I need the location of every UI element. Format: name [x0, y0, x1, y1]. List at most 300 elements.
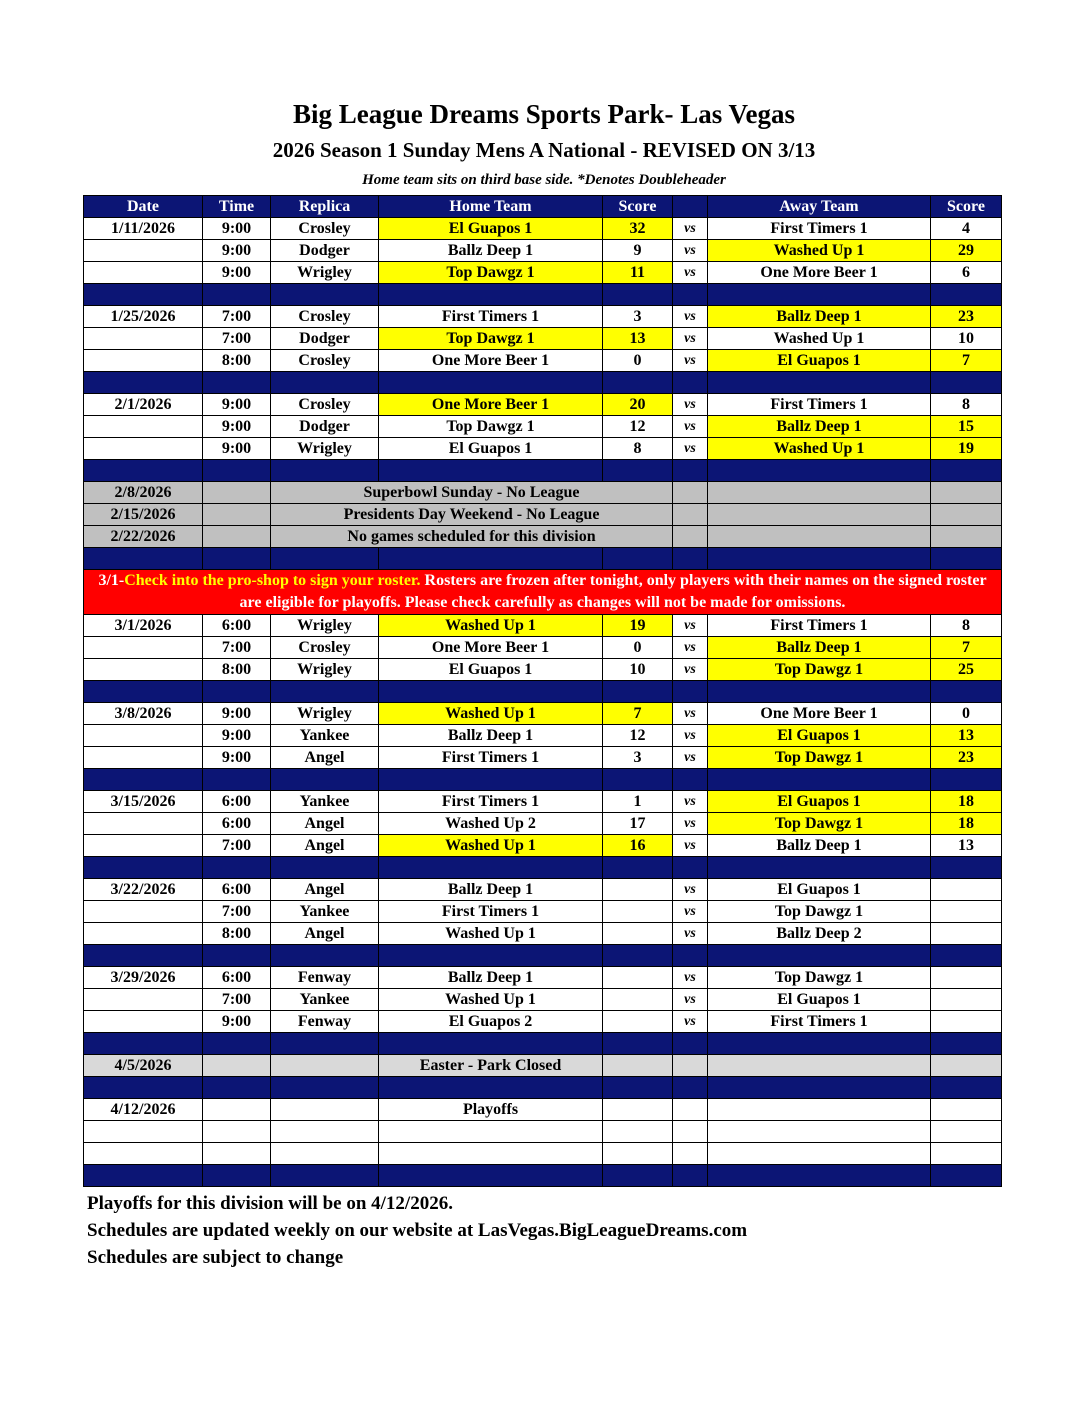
- no-league-text: No games scheduled for this division: [271, 526, 673, 548]
- game-field: Wrigley: [271, 659, 379, 681]
- divider-cell: [271, 1077, 379, 1099]
- off-date: 2/22/2026: [84, 526, 203, 548]
- game-row: [84, 923, 1002, 945]
- game-row: [84, 218, 1002, 240]
- vs-label: vs: [673, 747, 708, 769]
- empty-cell: [931, 526, 1002, 548]
- closed-text: Easter - Park Closed: [379, 1055, 603, 1077]
- empty-cell: [708, 482, 931, 504]
- no-league-text: Superbowl Sunday - No League: [271, 482, 673, 504]
- game-date: [84, 813, 203, 835]
- section-divider-row: [84, 681, 1002, 703]
- no-league-row: [84, 482, 1002, 504]
- game-date: [84, 725, 203, 747]
- empty-cell: [673, 1099, 708, 1121]
- divider-cell: [708, 372, 931, 394]
- divider-cell: [673, 372, 708, 394]
- divider-cell: [931, 460, 1002, 482]
- game-field: Wrigley: [271, 438, 379, 460]
- section-divider-row: [84, 857, 1002, 879]
- divider-cell: [931, 284, 1002, 306]
- away-team: Ballz Deep 1: [708, 306, 931, 328]
- home-team: First Timers 1: [379, 791, 603, 813]
- home-score: 32: [603, 218, 673, 240]
- col-header-time: Time: [203, 196, 271, 218]
- game-field: Crosley: [271, 350, 379, 372]
- vs-label: vs: [673, 615, 708, 637]
- empty-cell: [673, 504, 708, 526]
- away-score: 25: [931, 659, 1002, 681]
- home-team: Top Dawgz 1: [379, 328, 603, 350]
- divider-cell: [673, 460, 708, 482]
- vs-label: vs: [673, 879, 708, 901]
- divider-cell: [84, 372, 203, 394]
- game-row: [84, 791, 1002, 813]
- divider-cell: [603, 945, 673, 967]
- divider-cell: [603, 548, 673, 570]
- vs-label: vs: [673, 394, 708, 416]
- divider-cell: [708, 548, 931, 570]
- divider-cell: [379, 1165, 603, 1187]
- divider-cell: [379, 857, 603, 879]
- divider-cell: [203, 857, 271, 879]
- playoff-date: [84, 1143, 203, 1165]
- divider-cell: [271, 769, 379, 791]
- away-score: [931, 1011, 1002, 1033]
- divider-cell: [603, 1165, 673, 1187]
- empty-cell: [203, 1055, 271, 1077]
- away-team: First Timers 1: [708, 218, 931, 240]
- divider-cell: [603, 372, 673, 394]
- schedule-body: [84, 218, 1002, 1187]
- game-date: [84, 240, 203, 262]
- away-score: 13: [931, 835, 1002, 857]
- away-team: Top Dawgz 1: [708, 967, 931, 989]
- home-score: [603, 1011, 673, 1033]
- page-title: Big League Dreams Sports Park- Las Vegas: [292, 99, 796, 129]
- away-team: El Guapos 1: [708, 725, 931, 747]
- divider-cell: [84, 769, 203, 791]
- vs-label: vs: [673, 262, 708, 284]
- divider-cell: [271, 1165, 379, 1187]
- game-row: [84, 747, 1002, 769]
- divider-cell: [708, 1077, 931, 1099]
- home-score: 16: [603, 835, 673, 857]
- divider-cell: [603, 769, 673, 791]
- away-team: First Timers 1: [708, 1011, 931, 1033]
- divider-cell: [271, 945, 379, 967]
- vs-label: vs: [673, 416, 708, 438]
- playoff-row: [84, 1143, 1002, 1165]
- home-team: Ballz Deep 1: [379, 967, 603, 989]
- divider-cell: [203, 1165, 271, 1187]
- vs-label: vs: [673, 218, 708, 240]
- divider-cell: [84, 548, 203, 570]
- away-score: [931, 879, 1002, 901]
- no-league-row: [84, 526, 1002, 548]
- home-score: 0: [603, 350, 673, 372]
- game-field: Angel: [271, 813, 379, 835]
- no-league-text: Presidents Day Weekend - No League: [271, 504, 673, 526]
- divider-cell: [203, 769, 271, 791]
- empty-cell: [931, 1055, 1002, 1077]
- notice-highlight: Check into the pro-shop to sign your roster.: [124, 572, 421, 589]
- home-score: [603, 879, 673, 901]
- divider-cell: [271, 284, 379, 306]
- divider-cell: [708, 1165, 931, 1187]
- vs-label: vs: [673, 306, 708, 328]
- home-team: El Guapos 2: [379, 1011, 603, 1033]
- empty-cell: [271, 1099, 379, 1121]
- divider-cell: [708, 857, 931, 879]
- game-row: [84, 703, 1002, 725]
- divider-cell: [271, 1033, 379, 1055]
- vs-label: vs: [673, 791, 708, 813]
- home-score: 12: [603, 416, 673, 438]
- away-team: Ballz Deep 2: [708, 923, 931, 945]
- game-date: [84, 262, 203, 284]
- home-team: El Guapos 1: [379, 218, 603, 240]
- away-team: First Timers 1: [708, 394, 931, 416]
- game-date: 1/25/2026: [84, 306, 203, 328]
- divider-cell: [931, 945, 1002, 967]
- divider-cell: [708, 769, 931, 791]
- away-score: 18: [931, 813, 1002, 835]
- roster-notice-row: [84, 570, 1002, 615]
- home-score: [603, 989, 673, 1011]
- game-row: [84, 725, 1002, 747]
- game-time: 8:00: [203, 923, 271, 945]
- page-note: Home team sits on third base side. *Denotes Doubleheader: [362, 172, 726, 188]
- home-score: [603, 901, 673, 923]
- game-field: Wrigley: [271, 703, 379, 725]
- divider-cell: [673, 681, 708, 703]
- divider-cell: [379, 769, 603, 791]
- away-team: One More Beer 1: [708, 703, 931, 725]
- game-row: [84, 989, 1002, 1011]
- divider-cell: [379, 1077, 603, 1099]
- divider-cell: [271, 857, 379, 879]
- game-time: 6:00: [203, 791, 271, 813]
- away-score: 7: [931, 637, 1002, 659]
- col-header-home-team: Home Team: [379, 196, 603, 218]
- empty-cell: [203, 482, 271, 504]
- game-field: Yankee: [271, 901, 379, 923]
- game-row: [84, 306, 1002, 328]
- home-team: First Timers 1: [379, 747, 603, 769]
- divider-cell: [84, 284, 203, 306]
- away-score: 23: [931, 747, 1002, 769]
- empty-cell: [931, 482, 1002, 504]
- playoff-label: Playoffs: [379, 1099, 603, 1121]
- home-team: Washed Up 2: [379, 813, 603, 835]
- game-time: 9:00: [203, 703, 271, 725]
- home-team: El Guapos 1: [379, 659, 603, 681]
- away-score: 8: [931, 394, 1002, 416]
- empty-cell: [931, 1099, 1002, 1121]
- home-team: El Guapos 1: [379, 438, 603, 460]
- vs-label: vs: [673, 637, 708, 659]
- divider-cell: [931, 548, 1002, 570]
- home-team: Ballz Deep 1: [379, 240, 603, 262]
- divider-cell: [271, 460, 379, 482]
- playoff-date: 4/12/2026: [84, 1099, 203, 1121]
- empty-cell: [603, 1055, 673, 1077]
- empty-cell: [271, 1055, 379, 1077]
- away-team: Top Dawgz 1: [708, 659, 931, 681]
- away-team: Washed Up 1: [708, 240, 931, 262]
- home-team: Top Dawgz 1: [379, 262, 603, 284]
- home-team: First Timers 1: [379, 306, 603, 328]
- divider-cell: [673, 1033, 708, 1055]
- game-date: [84, 637, 203, 659]
- divider-cell: [931, 1165, 1002, 1187]
- vs-label: vs: [673, 923, 708, 945]
- away-score: 7: [931, 350, 1002, 372]
- empty-cell: [673, 482, 708, 504]
- divider-cell: [84, 945, 203, 967]
- home-score: 19: [603, 615, 673, 637]
- game-time: 8:00: [203, 659, 271, 681]
- home-score: 10: [603, 659, 673, 681]
- game-time: 9:00: [203, 394, 271, 416]
- home-team: Ballz Deep 1: [379, 725, 603, 747]
- away-team: El Guapos 1: [708, 791, 931, 813]
- game-field: Dodger: [271, 328, 379, 350]
- divider-cell: [603, 681, 673, 703]
- empty-cell: [708, 1121, 931, 1143]
- game-time: 6:00: [203, 967, 271, 989]
- game-date: 3/22/2026: [84, 879, 203, 901]
- away-team: El Guapos 1: [708, 879, 931, 901]
- page-subtitle: 2026 Season 1 Sunday Mens A National - REVISED ON 3/13: [272, 138, 816, 162]
- game-field: Yankee: [271, 791, 379, 813]
- game-time: 7:00: [203, 306, 271, 328]
- divider-cell: [603, 857, 673, 879]
- divider-cell: [203, 945, 271, 967]
- game-field: Dodger: [271, 240, 379, 262]
- game-date: 1/11/2026: [84, 218, 203, 240]
- divider-cell: [203, 372, 271, 394]
- game-date: [84, 416, 203, 438]
- col-header-replica: Replica: [271, 196, 379, 218]
- game-field: Fenway: [271, 1011, 379, 1033]
- divider-cell: [673, 1165, 708, 1187]
- game-time: 6:00: [203, 813, 271, 835]
- game-field: Wrigley: [271, 615, 379, 637]
- game-date: [84, 438, 203, 460]
- col-header-vs: [673, 196, 708, 218]
- col-header-date: Date: [84, 196, 203, 218]
- away-score: [931, 923, 1002, 945]
- park-closed-row: [84, 1055, 1002, 1077]
- away-score: 0: [931, 703, 1002, 725]
- game-row: [84, 901, 1002, 923]
- game-row: [84, 637, 1002, 659]
- game-date: 3/29/2026: [84, 967, 203, 989]
- away-team: Ballz Deep 1: [708, 637, 931, 659]
- divider-cell: [84, 681, 203, 703]
- game-time: 7:00: [203, 328, 271, 350]
- playoff-row: [84, 1121, 1002, 1143]
- game-field: Yankee: [271, 989, 379, 1011]
- game-field: Crosley: [271, 394, 379, 416]
- away-score: 8: [931, 615, 1002, 637]
- vs-label: vs: [673, 901, 708, 923]
- empty-cell: [931, 504, 1002, 526]
- game-time: 9:00: [203, 1011, 271, 1033]
- home-score: 9: [603, 240, 673, 262]
- vs-label: vs: [673, 703, 708, 725]
- game-date: [84, 659, 203, 681]
- away-team: El Guapos 1: [708, 350, 931, 372]
- empty-cell: [708, 1099, 931, 1121]
- divider-cell: [379, 372, 603, 394]
- empty-cell: [271, 1121, 379, 1143]
- game-row: [84, 438, 1002, 460]
- playoff-label: [379, 1143, 603, 1165]
- divider-cell: [603, 1077, 673, 1099]
- col-header-home-score: Score: [603, 196, 673, 218]
- away-score: 29: [931, 240, 1002, 262]
- empty-cell: [603, 1121, 673, 1143]
- game-row: [84, 615, 1002, 637]
- away-score: [931, 901, 1002, 923]
- divider-cell: [603, 284, 673, 306]
- game-field: Crosley: [271, 306, 379, 328]
- game-date: 3/1/2026: [84, 615, 203, 637]
- home-team: Washed Up 1: [379, 835, 603, 857]
- footer-playoffs-note: Playoffs for this division will be on 4/12/2026.: [87, 1193, 453, 1214]
- away-team: Top Dawgz 1: [708, 901, 931, 923]
- home-score: 0: [603, 637, 673, 659]
- away-score: 18: [931, 791, 1002, 813]
- divider-cell: [379, 681, 603, 703]
- away-team: One More Beer 1: [708, 262, 931, 284]
- home-score: 1: [603, 791, 673, 813]
- home-team: One More Beer 1: [379, 637, 603, 659]
- game-date: [84, 989, 203, 1011]
- divider-cell: [673, 857, 708, 879]
- divider-cell: [379, 945, 603, 967]
- section-divider-row: [84, 1033, 1002, 1055]
- divider-cell: [271, 681, 379, 703]
- game-field: Angel: [271, 923, 379, 945]
- home-score: 3: [603, 747, 673, 769]
- game-date: [84, 901, 203, 923]
- divider-cell: [84, 460, 203, 482]
- game-field: Wrigley: [271, 262, 379, 284]
- away-team: Washed Up 1: [708, 328, 931, 350]
- away-score: 6: [931, 262, 1002, 284]
- game-date: [84, 328, 203, 350]
- game-time: 7:00: [203, 835, 271, 857]
- section-divider-row: [84, 372, 1002, 394]
- game-time: 7:00: [203, 637, 271, 659]
- divider-cell: [931, 1033, 1002, 1055]
- empty-cell: [203, 1099, 271, 1121]
- section-divider-row: [84, 548, 1002, 570]
- game-field: Angel: [271, 747, 379, 769]
- vs-label: vs: [673, 438, 708, 460]
- game-row: [84, 262, 1002, 284]
- game-time: 9:00: [203, 240, 271, 262]
- divider-cell: [379, 460, 603, 482]
- away-team: Washed Up 1: [708, 438, 931, 460]
- home-score: [603, 923, 673, 945]
- game-time: 6:00: [203, 615, 271, 637]
- closed-date: 4/5/2026: [84, 1055, 203, 1077]
- home-team: Washed Up 1: [379, 923, 603, 945]
- away-team: Ballz Deep 1: [708, 416, 931, 438]
- divider-cell: [84, 1165, 203, 1187]
- footer-change-note: Schedules are subject to change: [87, 1247, 344, 1268]
- away-score: 19: [931, 438, 1002, 460]
- home-score: 17: [603, 813, 673, 835]
- game-row: [84, 1011, 1002, 1033]
- playoff-date: [84, 1121, 203, 1143]
- vs-label: vs: [673, 659, 708, 681]
- divider-cell: [379, 284, 603, 306]
- away-team: Ballz Deep 1: [708, 835, 931, 857]
- section-divider-row: [84, 945, 1002, 967]
- divider-cell: [271, 372, 379, 394]
- game-row: [84, 659, 1002, 681]
- game-field: Crosley: [271, 218, 379, 240]
- empty-cell: [708, 1143, 931, 1165]
- off-date: 2/15/2026: [84, 504, 203, 526]
- home-score: 13: [603, 328, 673, 350]
- table-header-row: [84, 196, 1002, 218]
- game-date: 3/15/2026: [84, 791, 203, 813]
- divider-cell: [931, 1077, 1002, 1099]
- vs-label: vs: [673, 813, 708, 835]
- playoff-label: [379, 1121, 603, 1143]
- game-field: Crosley: [271, 637, 379, 659]
- home-team: Washed Up 1: [379, 989, 603, 1011]
- game-time: 9:00: [203, 747, 271, 769]
- col-header-away-score: Score: [931, 196, 1002, 218]
- empty-cell: [203, 1121, 271, 1143]
- away-score: [931, 967, 1002, 989]
- no-league-row: [84, 504, 1002, 526]
- empty-cell: [931, 1143, 1002, 1165]
- home-team: One More Beer 1: [379, 350, 603, 372]
- game-date: 3/8/2026: [84, 703, 203, 725]
- section-divider-row: [84, 769, 1002, 791]
- away-team: Top Dawgz 1: [708, 813, 931, 835]
- notice-date-prefix: 3/1-: [98, 572, 125, 589]
- away-score: [931, 989, 1002, 1011]
- game-field: Fenway: [271, 967, 379, 989]
- empty-cell: [673, 1143, 708, 1165]
- empty-cell: [673, 1121, 708, 1143]
- game-field: Angel: [271, 879, 379, 901]
- empty-cell: [203, 1143, 271, 1165]
- empty-cell: [603, 1143, 673, 1165]
- vs-label: vs: [673, 350, 708, 372]
- game-row: [84, 240, 1002, 262]
- empty-cell: [673, 526, 708, 548]
- divider-cell: [203, 681, 271, 703]
- col-header-away-team: Away Team: [708, 196, 931, 218]
- game-date: [84, 350, 203, 372]
- section-divider-row: [84, 460, 1002, 482]
- divider-cell: [931, 857, 1002, 879]
- vs-label: vs: [673, 967, 708, 989]
- divider-cell: [84, 857, 203, 879]
- off-date: 2/8/2026: [84, 482, 203, 504]
